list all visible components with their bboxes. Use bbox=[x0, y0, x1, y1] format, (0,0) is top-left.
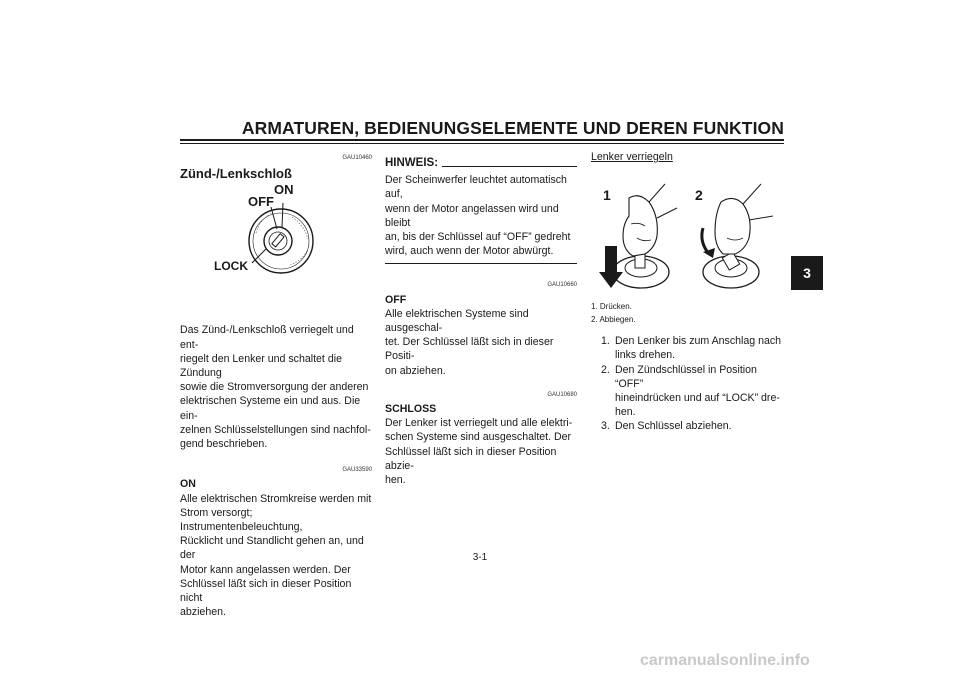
text-line: Den Lenker bis zum Anschlag nach bbox=[615, 335, 782, 348]
text-line: zelnen Schlüsselstellungen sind nachfol- bbox=[180, 423, 371, 436]
text-line: wird, auch wenn der Motor abwürgt. bbox=[385, 245, 554, 258]
section-heading: Zünd-/Lenkschloß bbox=[180, 166, 292, 182]
text-line: hineindrücken und auf “LOCK” dre- bbox=[615, 392, 780, 405]
label-on: ON bbox=[274, 182, 294, 198]
text-line: Motor kann angelassen werden. Der bbox=[180, 563, 351, 576]
text-line: wenn der Motor angelassen wird und bleibt bbox=[385, 202, 559, 229]
text-line: Den Zündschlüssel in Position “OFF” bbox=[615, 363, 757, 390]
step-item bbox=[591, 363, 787, 420]
figure-number-1: 1 bbox=[603, 187, 611, 204]
ignition-switch-illustration bbox=[180, 181, 372, 293]
text-line: Alle elektrischen Systeme sind ausgeschal- bbox=[385, 307, 529, 335]
text-line: hen. bbox=[385, 474, 406, 487]
text-line: Strom versorgt; Instrumentenbeleuchtung, bbox=[180, 506, 303, 534]
lock-paragraph bbox=[385, 416, 577, 487]
watermark-footer: carmanualsonline.info bbox=[640, 652, 810, 669]
text-line: riegelt den Lenker und schaltet die Zündung bbox=[180, 352, 342, 380]
text-line: Den Schlüssel abziehen. bbox=[615, 420, 732, 433]
intro-paragraph bbox=[180, 323, 372, 451]
section-code: GAU10680 bbox=[547, 391, 577, 398]
step-number: 3. bbox=[601, 420, 610, 433]
label-lock: LOCK bbox=[214, 259, 248, 274]
lock-heading: SCHLOSS bbox=[385, 403, 437, 416]
note-paragraph bbox=[385, 173, 577, 258]
note-heading-text: HINWEIS: bbox=[385, 157, 439, 169]
left-column bbox=[180, 151, 372, 619]
off-paragraph bbox=[385, 307, 577, 378]
steering-lock-figure bbox=[591, 168, 787, 296]
text-line: elektrischen Systeme ein und aus. Die ein- bbox=[180, 395, 361, 422]
text-line: sowie die Stromversorgung der anderen bbox=[180, 381, 369, 394]
on-heading: ON bbox=[180, 478, 196, 491]
note-heading bbox=[385, 156, 577, 170]
text-line: Schlüssel läßt sich in dieser Position abzie- bbox=[385, 445, 557, 472]
note-heading-rule bbox=[442, 165, 577, 167]
title-rule bbox=[180, 139, 784, 141]
text-line: Der Lenker ist verriegelt und alle elektri- bbox=[385, 417, 573, 430]
section-code: GAU10660 bbox=[547, 282, 577, 289]
right-column bbox=[591, 150, 787, 434]
text-line: on abziehen. bbox=[385, 364, 446, 377]
note-end-rule bbox=[385, 263, 577, 264]
text-line: Das Zünd-/Lenkschloß verriegelt und ent- bbox=[180, 324, 354, 351]
step-item bbox=[591, 334, 787, 362]
text-line: schen Systeme sind ausgeschaltet. Der bbox=[385, 431, 572, 444]
off-heading: OFF bbox=[385, 293, 407, 306]
text-line: abziehen. bbox=[180, 606, 226, 619]
ignition-switch-figure bbox=[180, 181, 372, 293]
section-code: GAU33590 bbox=[342, 467, 372, 474]
label-off: OFF bbox=[248, 194, 274, 210]
chapter-tab: 3 bbox=[791, 256, 823, 290]
section-code: GAU10460 bbox=[342, 155, 372, 161]
steering-lock-illustration bbox=[591, 168, 787, 296]
text-line: Rücklicht und Standlicht gehen an, und der bbox=[180, 535, 364, 562]
text-line: an, bis der Schlüssel auf “OFF” gedreht bbox=[385, 231, 571, 244]
step-number: 2. bbox=[601, 363, 610, 376]
page-title: ARMATUREN, BEDIENUNGSELEMENTE UND DEREN FUNKTION bbox=[241, 118, 784, 138]
text-line: Alle elektrischen Stromkreise werden mit bbox=[180, 492, 372, 505]
caption-item: 2. Abbiegen. bbox=[591, 315, 636, 325]
step-number: 1. bbox=[601, 335, 610, 348]
page-number: 3-1 bbox=[472, 552, 488, 563]
text-line: links drehen. bbox=[615, 349, 676, 362]
text-line: tet. Der Schlüssel läßt sich in dieser Positi- bbox=[385, 336, 554, 363]
text-line: hen. bbox=[615, 406, 636, 419]
text-line: gend beschrieben. bbox=[180, 438, 268, 451]
lock-steering-heading: Lenker verriegeln bbox=[591, 151, 673, 163]
middle-column bbox=[385, 156, 577, 487]
caption-item: 1. Drücken. bbox=[591, 302, 632, 312]
figure-number-2: 2 bbox=[695, 187, 703, 204]
on-paragraph bbox=[180, 492, 372, 620]
steps-list bbox=[591, 334, 787, 433]
text-line: Der Scheinwerfer leuchtet automatisch auf, bbox=[385, 174, 567, 201]
title-rule-thin bbox=[180, 143, 784, 144]
text-line: Schlüssel läßt sich in dieser Position nicht bbox=[180, 577, 352, 605]
figure-captions bbox=[591, 300, 787, 326]
step-item bbox=[591, 419, 787, 433]
